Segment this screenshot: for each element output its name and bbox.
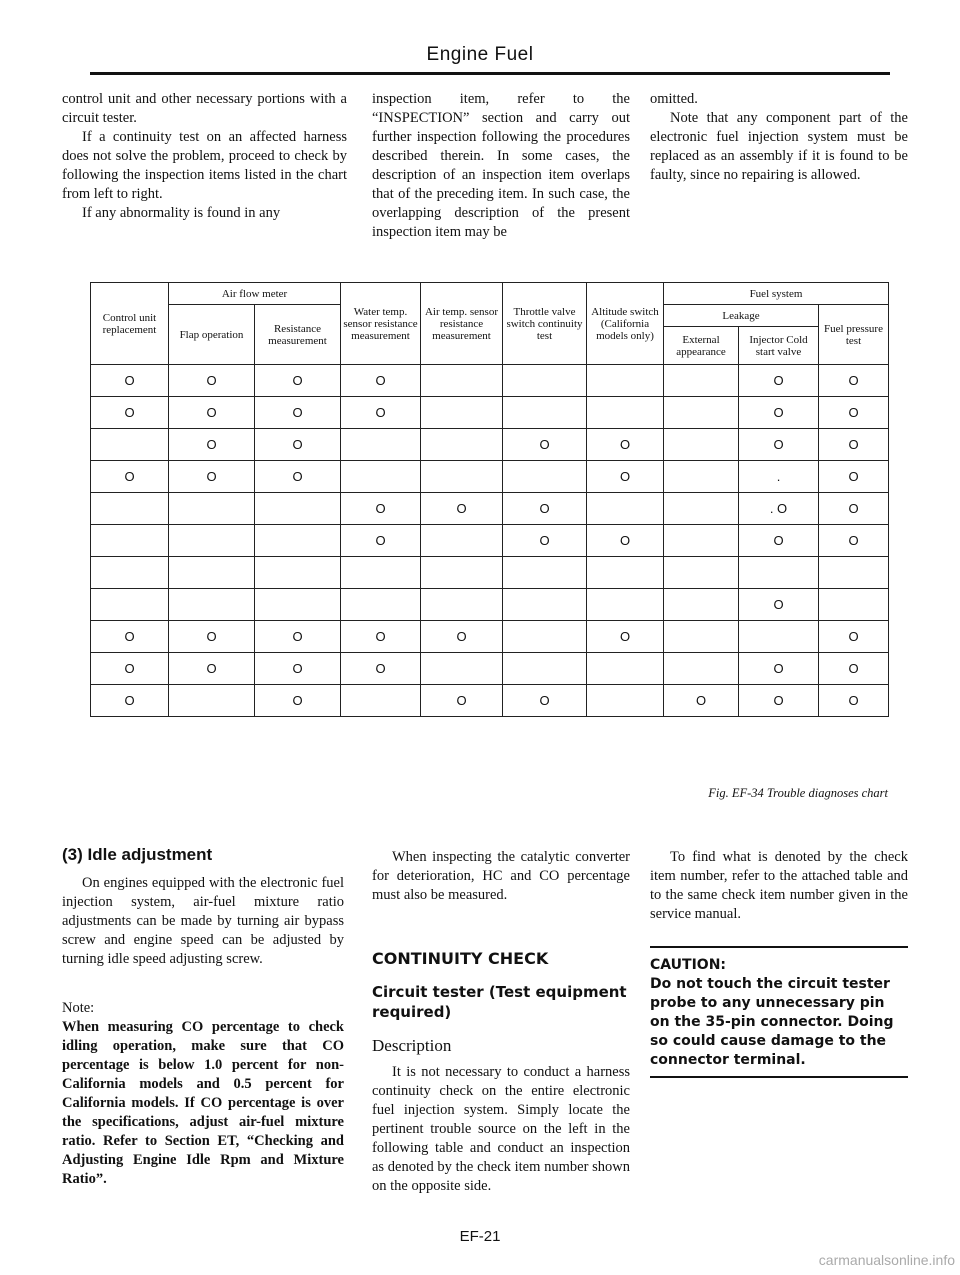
right-section <box>650 848 908 1078</box>
chart-cell: O <box>341 365 421 397</box>
chart-cell: . <box>739 461 819 493</box>
chart-cell: O <box>341 653 421 685</box>
chart-cell: O <box>819 397 889 429</box>
chart-cell: O <box>255 461 341 493</box>
chart-cell: O <box>739 589 819 621</box>
chart-cell <box>819 589 889 621</box>
chart-cell: O <box>169 429 255 461</box>
chart-cell <box>503 365 587 397</box>
chart-cell: O <box>739 685 819 717</box>
caution-rule-bottom <box>650 1076 908 1078</box>
idle-section <box>62 845 344 1189</box>
chart-cell <box>503 621 587 653</box>
chart-cell: O <box>169 397 255 429</box>
chart-cell: O <box>587 525 664 557</box>
chart-cell: O <box>739 429 819 461</box>
chart-cell: O <box>255 621 341 653</box>
chart-cell <box>169 685 255 717</box>
chart-cell <box>169 589 255 621</box>
chart-cell: O <box>91 653 169 685</box>
chart-cell <box>255 525 341 557</box>
header-throttle: Throttle valve switch continuity test <box>503 283 587 365</box>
chart-cell <box>341 589 421 621</box>
chart-cell: O <box>664 685 739 717</box>
chart-cell: O <box>421 685 503 717</box>
chart-cell: O <box>255 365 341 397</box>
intro-paragraph: control unit and other necessary portions with a circuit tester. <box>62 91 347 126</box>
chart-cell: O <box>341 397 421 429</box>
page-title: Engine Fuel <box>426 44 534 65</box>
chart-cell: O <box>91 461 169 493</box>
chart-cell: O <box>587 461 664 493</box>
chart-cell <box>255 493 341 525</box>
chart-row <box>91 493 889 525</box>
chart-cell: O <box>819 493 889 525</box>
chart-cell <box>664 461 739 493</box>
chart-cell <box>503 397 587 429</box>
header-air-flow-meter: Air flow meter <box>169 283 341 305</box>
right-body: To find what is denoted by the check item number, refer to the attached table and to the same check item number given in the service manual. <box>650 849 908 922</box>
watermark-text: carmanualsonline.info <box>818 1252 955 1268</box>
chart-cell: O <box>587 621 664 653</box>
chart-cell: O <box>587 429 664 461</box>
chart-cell: O <box>503 525 587 557</box>
chart-cell: O <box>169 365 255 397</box>
continuity-heading: CONTINUITY CHECK <box>372 949 549 968</box>
chart-cell <box>421 653 503 685</box>
note-body: When measuring CO percentage to check idling operation, make sure that CO percentage is below 1.0 percent for non-California models and 0.5 percent for California models. If CO percentage is over the specifications, adjust air-fuel mixture ratio. Refer to Section ET, “Checking and Adjusting Engine Idle Rpm and Mixture Ratio”. <box>62 1019 344 1187</box>
chart-cell <box>255 557 341 589</box>
description-body: It is not necessary to conduct a harness continuity check on the entire electronic fuel injection system. Simply locate the pertinent trouble source on the left in the following table and conduct an inspection as denoted by the check item number shown on the opposite side. <box>372 1064 630 1194</box>
chart-cell: O <box>819 461 889 493</box>
intro-paragraph: If any abnormality is found in any <box>82 205 281 221</box>
chart-cell: O <box>739 525 819 557</box>
header-water-temp: Water temp. sensor resistance measurement <box>341 283 421 365</box>
chart-cell: O <box>341 525 421 557</box>
chart-cell <box>587 397 664 429</box>
chart-cell: O <box>169 653 255 685</box>
chart-cell <box>503 461 587 493</box>
chart-cell <box>503 589 587 621</box>
chart-cell: O <box>169 461 255 493</box>
chart-cell <box>421 397 503 429</box>
chart-cell: O <box>255 397 341 429</box>
chart-cell <box>503 557 587 589</box>
chart-cell <box>169 525 255 557</box>
chart-caption: Fig. EF-34 Trouble diagnoses chart <box>708 786 888 800</box>
header-injector: Injector Cold start valve <box>739 327 819 365</box>
chart-cell: O <box>739 365 819 397</box>
intro-column-3 <box>650 90 908 185</box>
chart-cell <box>587 493 664 525</box>
chart-cell: O <box>91 685 169 717</box>
chart-cell <box>421 429 503 461</box>
chart-cell <box>341 461 421 493</box>
chart-cell: O <box>819 429 889 461</box>
chart-cell: O <box>819 653 889 685</box>
chart-cell <box>664 557 739 589</box>
header-leakage: Leakage <box>664 305 819 327</box>
chart-cell: O <box>91 621 169 653</box>
chart-cell <box>739 557 819 589</box>
page-number: EF-21 <box>459 1228 501 1245</box>
chart-row <box>91 525 889 557</box>
chart-row <box>91 397 889 429</box>
caution-label: CAUTION: <box>650 957 727 973</box>
chart-cell <box>587 653 664 685</box>
chart-cell: O <box>739 653 819 685</box>
chart-cell <box>91 525 169 557</box>
chart-cell: O <box>819 525 889 557</box>
chart-cell: O <box>421 621 503 653</box>
intro-paragraph: omitted. <box>650 91 698 107</box>
caution-body: Do not touch the circuit tester probe to any unnecessary pin on the 35-pin connector. Doing so could cause damage to the connector terminal. <box>650 976 894 1068</box>
note-label: Note: <box>62 1000 95 1016</box>
chart-cell <box>91 589 169 621</box>
chart-cell <box>169 557 255 589</box>
chart-cell <box>664 525 739 557</box>
intro-paragraph: Note that any component part of the electronic fuel injection system must be replaced as an assembly if it is found to be faulty, since no repairing is allowed. <box>650 110 908 183</box>
chart-cell <box>421 557 503 589</box>
header-control-unit: Control unit replacement <box>91 283 169 365</box>
chart-row <box>91 461 889 493</box>
chart-cell <box>664 397 739 429</box>
chart-cell: O <box>503 493 587 525</box>
chart-cell <box>664 365 739 397</box>
chart-cell: O <box>255 653 341 685</box>
header-fuel-system: Fuel system <box>664 283 889 305</box>
chart-cell <box>169 493 255 525</box>
continuity-subheading: Circuit tester (Test equipment required) <box>372 983 627 1021</box>
chart-row <box>91 365 889 397</box>
chart-cell <box>664 589 739 621</box>
chart-cell: O <box>169 621 255 653</box>
chart-row <box>91 653 889 685</box>
chart-cell <box>819 557 889 589</box>
chart-cell <box>341 685 421 717</box>
chart-cell: O <box>819 621 889 653</box>
header-rule <box>90 72 890 75</box>
chart-cell: O <box>341 621 421 653</box>
chart-cell: O <box>341 493 421 525</box>
chart-cell: O <box>819 685 889 717</box>
chart-cell: O <box>255 685 341 717</box>
chart-cell <box>587 557 664 589</box>
chart-cell <box>421 365 503 397</box>
catalytic-note: When inspecting the catalytic converter for deterioration, HC and CO percentage must also be measured. <box>372 849 630 903</box>
description-heading: Description <box>372 1036 452 1055</box>
chart-cell <box>664 493 739 525</box>
chart-cell: O <box>421 493 503 525</box>
chart-cell <box>341 429 421 461</box>
intro-paragraph: inspection item, refer to the “INSPECTION” section and carry out further inspection following the procedures described therein. In some cases, the description of an inspection item overlaps that of the preceding item. In such case, the overlapping description of the present inspection item may be <box>372 91 630 240</box>
header-air-temp: Air temp. sensor resistance measurement <box>421 283 503 365</box>
intro-column-1 <box>62 90 347 223</box>
chart-cell <box>421 525 503 557</box>
header-altitude: Altitude switch (California models only) <box>587 283 664 365</box>
trouble-diagnoses-chart <box>90 282 889 717</box>
chart-cell <box>255 589 341 621</box>
chart-cell: O <box>503 429 587 461</box>
idle-heading: (3) Idle adjustment <box>62 845 213 864</box>
chart-cell: O <box>91 365 169 397</box>
chart-cell: O <box>739 397 819 429</box>
chart-cell: O <box>503 685 587 717</box>
header-external: External appearance <box>664 327 739 365</box>
chart-row <box>91 685 889 717</box>
chart-cell: . O <box>739 493 819 525</box>
chart-cell <box>664 621 739 653</box>
chart-cell <box>91 557 169 589</box>
chart-cell: O <box>91 397 169 429</box>
chart-cell <box>91 429 169 461</box>
chart-cell <box>587 685 664 717</box>
chart-cell <box>503 653 587 685</box>
chart-row <box>91 589 889 621</box>
chart-cell <box>421 461 503 493</box>
chart-row <box>91 557 889 589</box>
chart-cell: O <box>255 429 341 461</box>
chart-cell <box>739 621 819 653</box>
intro-column-2 <box>372 90 630 242</box>
chart-body <box>91 365 889 717</box>
caution-rule-top <box>650 946 908 948</box>
chart-cell: O <box>819 365 889 397</box>
chart-row <box>91 621 889 653</box>
header-fuel-pressure: Fuel pressure test <box>819 305 889 365</box>
idle-body: On engines equipped with the electronic fuel injection system, air-fuel mixture ratio adjustments can be made by turning air bypass screw and engine speed can be adjusted by turning idle speed adjusting screw. <box>62 875 344 967</box>
chart-cell <box>664 653 739 685</box>
chart-row <box>91 429 889 461</box>
chart-cell <box>587 589 664 621</box>
chart-cell <box>341 557 421 589</box>
chart-cell <box>91 493 169 525</box>
chart-cell <box>421 589 503 621</box>
intro-paragraph: If a continuity test on an affected harness does not solve the problem, proceed to check by following the inspection items listed in the chart from left to right. <box>62 129 347 202</box>
chart-cell <box>587 365 664 397</box>
header-resistance: Resistance measurement <box>255 305 341 365</box>
header-flap: Flap operation <box>169 305 255 365</box>
chart-cell <box>664 429 739 461</box>
continuity-section <box>372 848 630 1196</box>
